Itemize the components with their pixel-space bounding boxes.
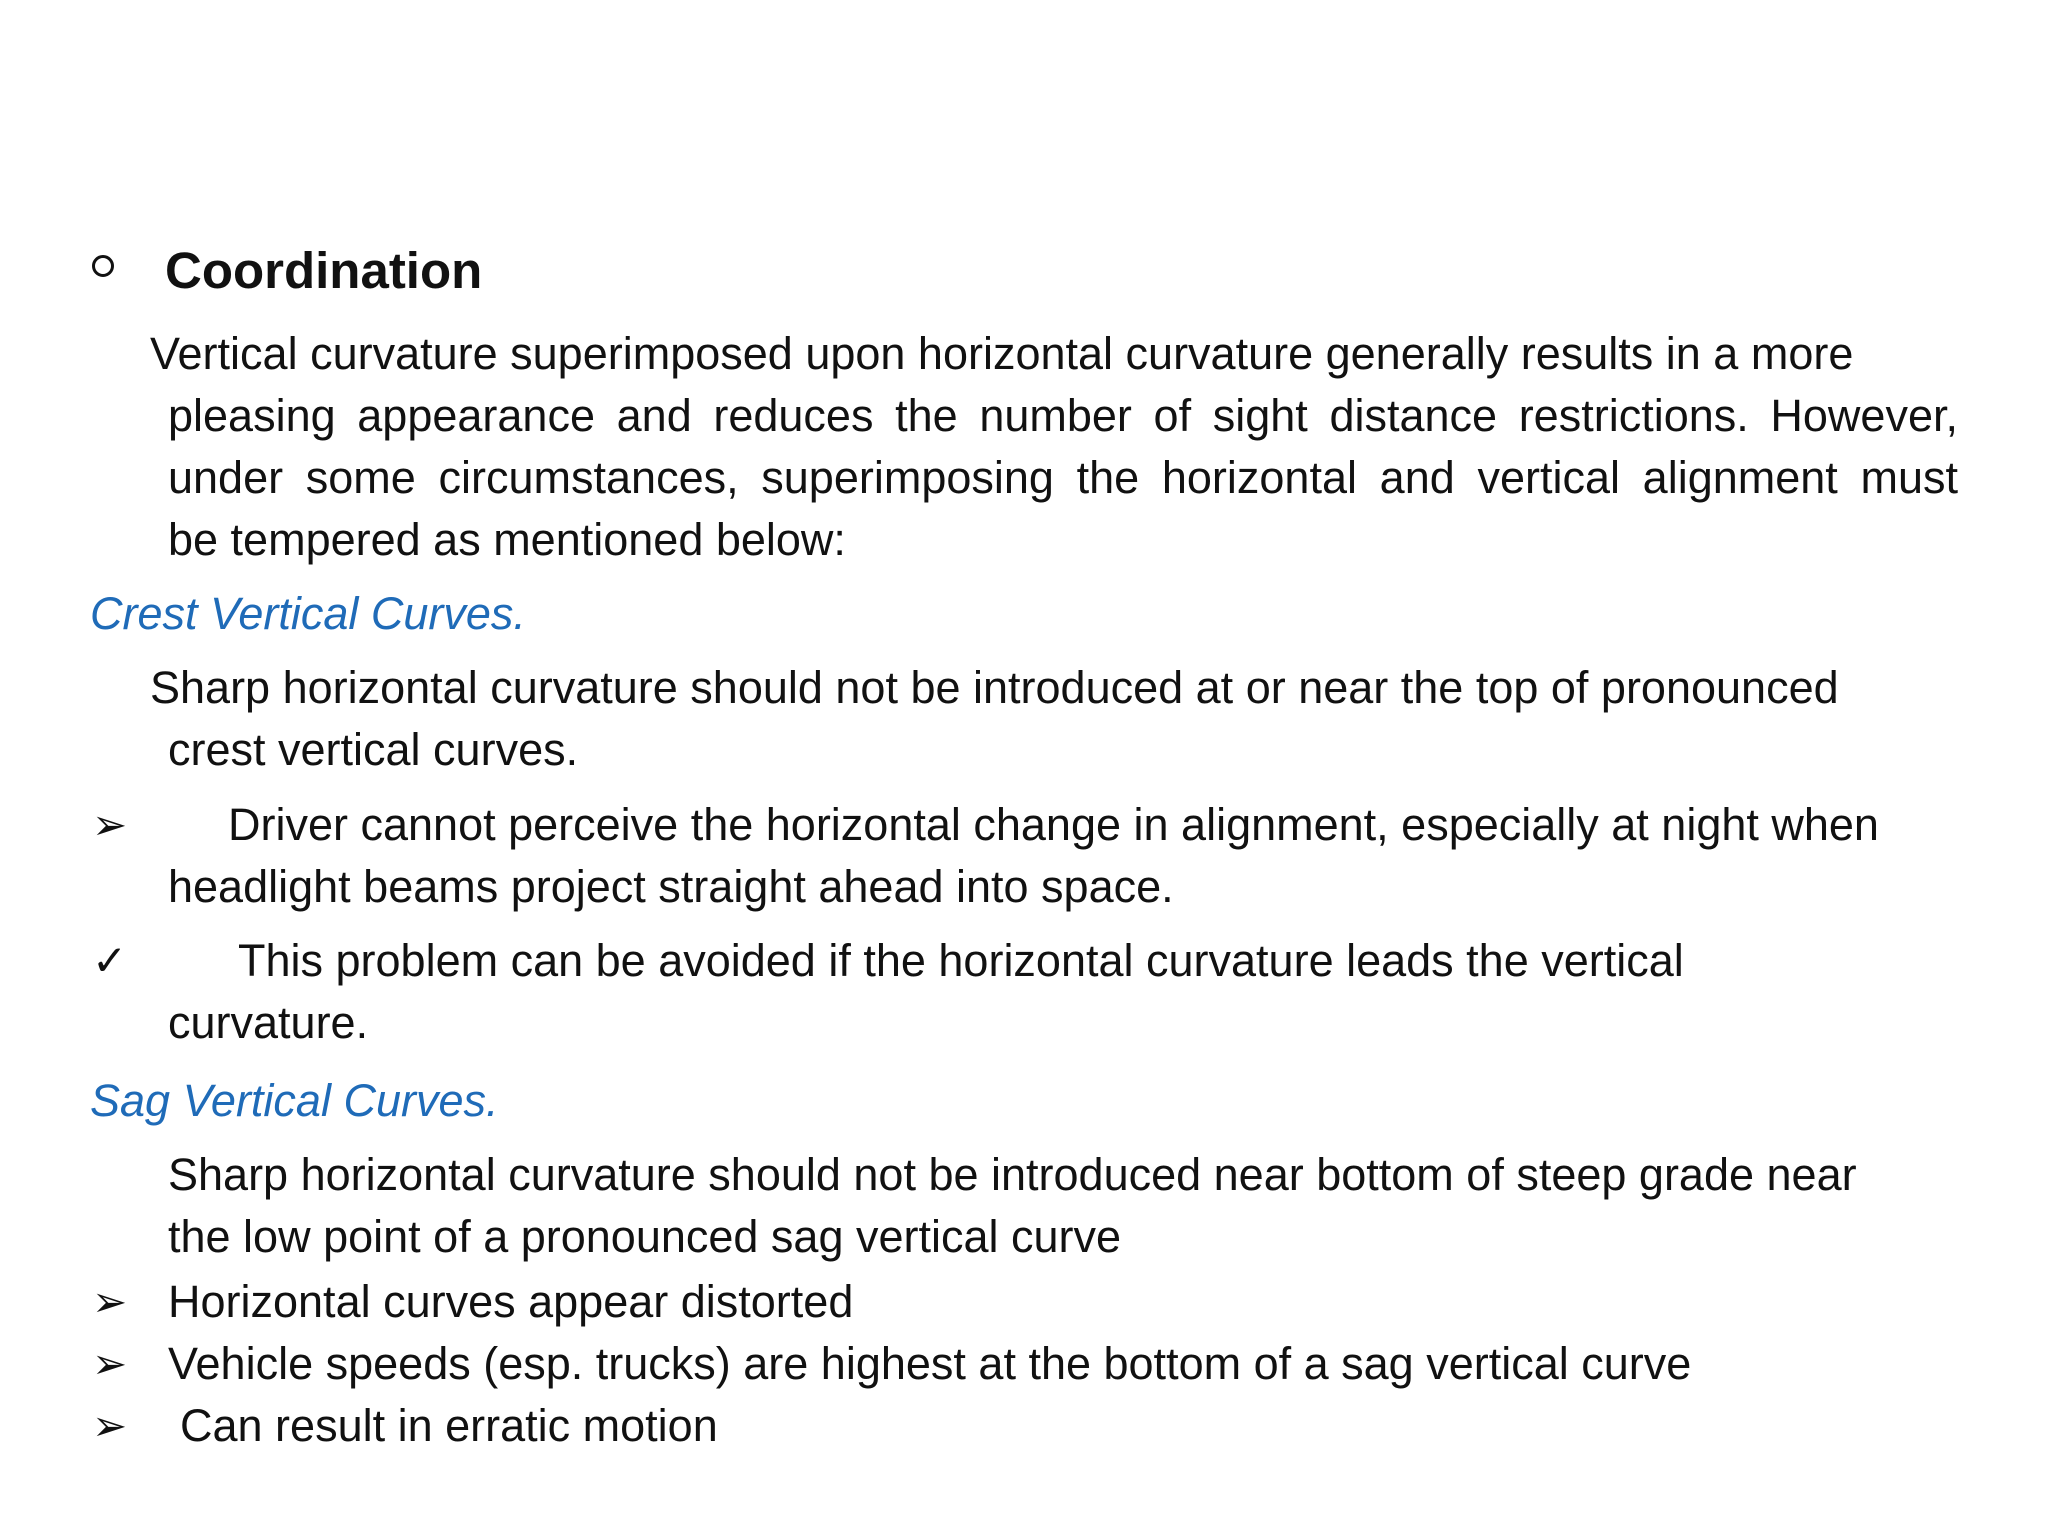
sag-bullet-1: Horizontal curves appear distorted	[168, 1276, 854, 1327]
section-heading: Coordination	[165, 242, 483, 299]
arrow-bullet-icon: ➢	[92, 1401, 128, 1450]
crest-check-line-1: This problem can be avoided if the horizontal curvature leads the vertical	[238, 935, 1684, 986]
arrow-bullet-icon: ➢	[92, 1339, 128, 1388]
intro-line-3: under some circumstances, superimposing the horizontal and vertical alignment must	[168, 452, 1958, 503]
intro-line-2: pleasing appearance and reduces the number of sight distance restrictions. However,	[168, 390, 1958, 441]
crest-desc-line-2: crest vertical curves.	[168, 724, 579, 775]
crest-bullet-line-1: Driver cannot perceive the horizontal change in alignment, especially at night when	[228, 799, 1879, 850]
crest-title: Crest Vertical Curves.	[90, 588, 526, 639]
sag-bullet-2: Vehicle speeds (esp. trucks) are highest at the bottom of a sag vertical curve	[168, 1338, 1692, 1389]
crest-check-line-2: curvature.	[168, 997, 369, 1048]
intro-line-1: Vertical curvature superimposed upon horizontal curvature generally results in a more	[150, 328, 1854, 379]
intro-line-4: be tempered as mentioned below:	[168, 514, 846, 565]
check-bullet-icon: ✓	[92, 936, 128, 985]
crest-bullet-line-2: headlight beams project straight ahead into space.	[168, 861, 1174, 912]
sag-bullet-3: Can result in erratic motion	[180, 1400, 718, 1451]
arrow-bullet-icon: ➢	[92, 800, 128, 849]
circle-bullet-icon	[92, 255, 114, 277]
sag-title: Sag Vertical Curves.	[90, 1075, 499, 1126]
arrow-bullet-icon: ➢	[92, 1277, 128, 1326]
crest-desc-line-1: Sharp horizontal curvature should not be introduced at or near the top of pronounced	[150, 662, 1839, 713]
sag-desc-line-1: Sharp horizontal curvature should not be introduced near bottom of steep grade near	[168, 1149, 1857, 1200]
sag-desc-line-2: the low point of a pronounced sag vertical curve	[168, 1211, 1122, 1262]
